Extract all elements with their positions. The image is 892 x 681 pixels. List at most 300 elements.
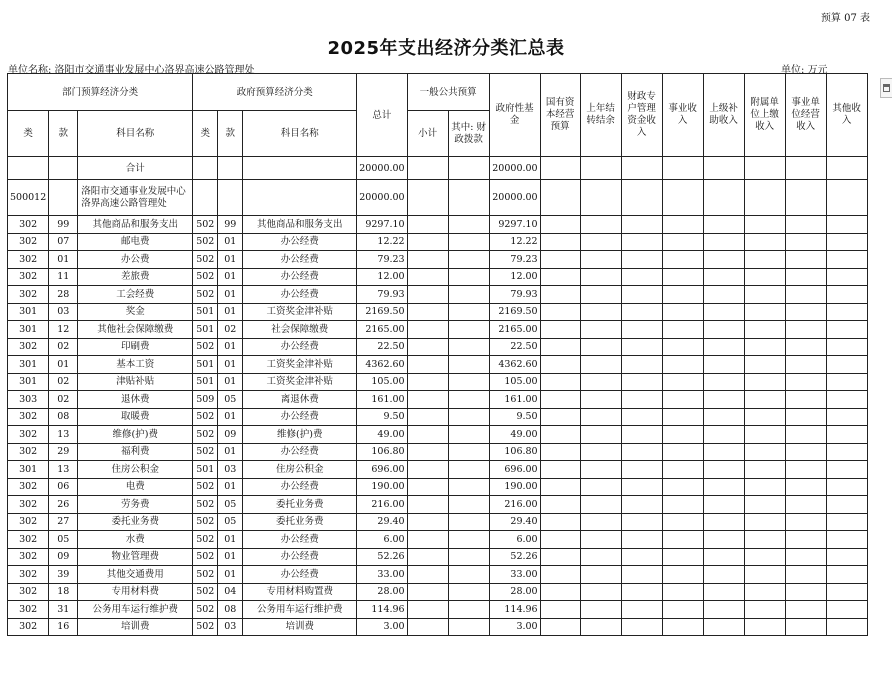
dept-kuan-cell: 39 xyxy=(49,566,78,584)
empty-cell xyxy=(785,618,826,636)
empty-cell xyxy=(703,583,744,601)
empty-cell xyxy=(744,286,785,304)
table-row xyxy=(8,373,868,391)
dept-subject-cell: 专用材料费 xyxy=(78,583,193,601)
empty-cell xyxy=(580,408,621,426)
unit-row xyxy=(8,180,868,216)
gov-lei-cell: 501 xyxy=(193,373,218,391)
dept-subject-cell: 津贴补贴 xyxy=(78,373,193,391)
empty-cell xyxy=(826,251,867,269)
empty-cell xyxy=(621,408,662,426)
empty-cell xyxy=(580,443,621,461)
empty-cell xyxy=(826,583,867,601)
empty-cell xyxy=(621,233,662,251)
gov-subject-cell: 培训费 xyxy=(243,618,357,636)
gov-fund-cell: 9.50 xyxy=(489,408,540,426)
empty-cell xyxy=(785,233,826,251)
dept-subject-cell: 公务用车运行维护费 xyxy=(78,601,193,619)
empty-cell xyxy=(826,443,867,461)
empty-cell xyxy=(785,216,826,234)
table-row xyxy=(8,548,868,566)
empty-cell xyxy=(662,496,703,514)
empty-cell xyxy=(826,426,867,444)
empty-cell xyxy=(826,338,867,356)
empty-cell xyxy=(826,461,867,479)
empty-cell xyxy=(785,303,826,321)
gov-subject-cell: 办公经费 xyxy=(243,443,357,461)
table-row xyxy=(8,496,868,514)
dept-kuan-cell: 12 xyxy=(49,321,78,339)
dept-lei-cell: 301 xyxy=(8,373,49,391)
empty-cell xyxy=(580,338,621,356)
empty-cell xyxy=(703,478,744,496)
dept-subject-header: 科目名称 xyxy=(78,111,193,157)
dept-group-header: 部门预算经济分类 xyxy=(8,74,193,111)
gov-kuan-header: 款 xyxy=(218,111,243,157)
empty-cell xyxy=(744,356,785,374)
gov-subject-cell: 住房公积金 xyxy=(243,461,357,479)
total-cell: 696.00 xyxy=(357,461,407,479)
empty-cell xyxy=(540,583,580,601)
gov-kuan-cell: 09 xyxy=(218,426,243,444)
empty-cell xyxy=(540,408,580,426)
fiscal-cell xyxy=(448,356,489,374)
dept-subject-cell: 住房公积金 xyxy=(78,461,193,479)
gov-lei-cell: 501 xyxy=(193,321,218,339)
fiscal-cell xyxy=(448,461,489,479)
subtotal-cell xyxy=(407,233,448,251)
dept-kuan-cell: 27 xyxy=(49,513,78,531)
table-row xyxy=(8,566,868,584)
dept-kuan-cell: 03 xyxy=(49,303,78,321)
gov-fund-cell: 190.00 xyxy=(489,478,540,496)
empty-cell xyxy=(580,251,621,269)
empty-cell xyxy=(580,426,621,444)
gov-fund-cell: 33.00 xyxy=(489,566,540,584)
empty-cell xyxy=(662,478,703,496)
empty-cell xyxy=(744,548,785,566)
dept-kuan-cell: 11 xyxy=(49,268,78,286)
upper-subsidy-header: 上级补助收入 xyxy=(703,74,744,157)
subtotal-cell xyxy=(407,373,448,391)
empty-cell xyxy=(826,548,867,566)
gov-lei-cell: 501 xyxy=(193,303,218,321)
empty-cell xyxy=(826,373,867,391)
gov-fund-cell: 79.23 xyxy=(489,251,540,269)
gov-subject-cell: 委托业务费 xyxy=(243,513,357,531)
dept-kuan-cell: 01 xyxy=(49,356,78,374)
gov-lei-cell: 502 xyxy=(193,216,218,234)
empty-cell xyxy=(580,601,621,619)
gov-subject-cell: 办公经费 xyxy=(243,338,357,356)
empty-cell xyxy=(662,583,703,601)
gov-subject-cell: 办公经费 xyxy=(243,566,357,584)
gov-fund-cell: 216.00 xyxy=(489,496,540,514)
empty-cell xyxy=(826,478,867,496)
dept-kuan-cell: 28 xyxy=(49,286,78,304)
dept-lei-cell: 302 xyxy=(8,251,49,269)
empty-cell xyxy=(662,251,703,269)
total-cell: 2169.50 xyxy=(357,303,407,321)
fiscal-cell xyxy=(448,268,489,286)
empty-cell xyxy=(540,286,580,304)
total-cell: 114.96 xyxy=(357,601,407,619)
empty-cell xyxy=(8,157,49,180)
empty-cell xyxy=(703,566,744,584)
gov-subject-cell: 办公经费 xyxy=(243,548,357,566)
dept-kuan-cell: 07 xyxy=(49,233,78,251)
gov-lei-cell: 502 xyxy=(193,478,218,496)
gov-kuan-cell: 01 xyxy=(218,443,243,461)
total-label: 合计 xyxy=(78,157,193,180)
empty-cell xyxy=(785,356,826,374)
dept-subject-cell: 邮电费 xyxy=(78,233,193,251)
empty-cell xyxy=(703,321,744,339)
empty-cell xyxy=(703,548,744,566)
dept-lei-cell: 302 xyxy=(8,496,49,514)
subtotal-cell xyxy=(407,548,448,566)
empty-cell xyxy=(621,496,662,514)
empty-cell xyxy=(744,531,785,549)
dept-subject-cell: 水费 xyxy=(78,531,193,549)
empty-cell xyxy=(580,618,621,636)
empty-cell xyxy=(703,426,744,444)
empty-cell xyxy=(785,426,826,444)
subtotal-cell xyxy=(407,251,448,269)
special-account-header: 财政专户管理资金收入 xyxy=(621,74,662,157)
fiscal-cell xyxy=(448,513,489,531)
empty-cell xyxy=(826,180,867,216)
total-cell: 106.80 xyxy=(357,443,407,461)
table-row xyxy=(8,356,868,374)
dept-kuan-cell: 02 xyxy=(49,373,78,391)
dept-lei-cell: 302 xyxy=(8,618,49,636)
empty-cell xyxy=(580,216,621,234)
dept-lei-cell: 301 xyxy=(8,461,49,479)
empty-cell xyxy=(703,618,744,636)
fiscal-cell xyxy=(448,321,489,339)
empty-cell xyxy=(744,321,785,339)
empty-cell xyxy=(621,268,662,286)
empty-cell xyxy=(540,233,580,251)
empty-cell xyxy=(540,391,580,409)
empty-cell xyxy=(826,286,867,304)
gov-kuan-cell: 08 xyxy=(218,601,243,619)
gov-lei-cell: 502 xyxy=(193,251,218,269)
empty-cell xyxy=(744,513,785,531)
empty-cell xyxy=(621,157,662,180)
gov-kuan-cell: 01 xyxy=(218,408,243,426)
gov-lei-cell: 502 xyxy=(193,233,218,251)
empty-cell xyxy=(744,478,785,496)
dept-subject-cell: 差旅费 xyxy=(78,268,193,286)
empty-cell xyxy=(826,356,867,374)
dept-subject-cell: 奖金 xyxy=(78,303,193,321)
gov-kuan-cell: 05 xyxy=(218,513,243,531)
empty-cell xyxy=(540,268,580,286)
empty-cell xyxy=(621,216,662,234)
dept-kuan-cell: 02 xyxy=(49,338,78,356)
total-cell: 12.00 xyxy=(357,268,407,286)
dept-kuan-cell: 29 xyxy=(49,443,78,461)
empty-cell xyxy=(540,356,580,374)
gov-kuan-cell: 05 xyxy=(218,391,243,409)
gov-kuan-cell: 01 xyxy=(218,268,243,286)
table-row xyxy=(8,391,868,409)
empty-cell xyxy=(540,426,580,444)
subtotal-cell xyxy=(407,601,448,619)
empty-cell xyxy=(785,338,826,356)
empty-cell xyxy=(540,478,580,496)
table-row xyxy=(8,513,868,531)
empty-cell xyxy=(621,338,662,356)
gov-subject-header: 科目名称 xyxy=(243,111,357,157)
subtotal-header: 小计 xyxy=(407,111,448,157)
empty-cell xyxy=(703,157,744,180)
gov-lei-cell: 501 xyxy=(193,356,218,374)
dept-subject-cell: 物业管理费 xyxy=(78,548,193,566)
gov-kuan-cell: 01 xyxy=(218,303,243,321)
dept-lei-cell: 303 xyxy=(8,391,49,409)
empty-cell xyxy=(621,461,662,479)
gov-fund-cell: 52.26 xyxy=(489,548,540,566)
empty-cell xyxy=(621,583,662,601)
fiscal-cell xyxy=(448,408,489,426)
header-row-1 xyxy=(8,74,868,111)
sidebar-toggle-icon[interactable] xyxy=(880,78,892,98)
table-row xyxy=(8,601,868,619)
empty-cell xyxy=(785,251,826,269)
empty-cell xyxy=(703,531,744,549)
gov-kuan-cell: 04 xyxy=(218,583,243,601)
empty-cell xyxy=(826,531,867,549)
gov-kuan-cell: 02 xyxy=(218,321,243,339)
empty-cell xyxy=(580,286,621,304)
total-cell: 3.00 xyxy=(357,618,407,636)
dept-subject-cell: 退休费 xyxy=(78,391,193,409)
gov-lei-cell: 502 xyxy=(193,513,218,531)
total-cell: 79.93 xyxy=(357,286,407,304)
gov-lei-cell: 502 xyxy=(193,566,218,584)
general-budget-header: 一般公共预算 xyxy=(407,74,489,111)
empty-cell xyxy=(580,513,621,531)
empty-cell xyxy=(744,618,785,636)
empty-cell xyxy=(785,391,826,409)
unit-total: 20000.00 xyxy=(357,180,407,216)
currency-unit: 单位: 万元 xyxy=(781,65,828,76)
gov-subject-cell: 工资奖金津补贴 xyxy=(243,373,357,391)
empty-cell xyxy=(826,157,867,180)
subtotal-cell xyxy=(407,216,448,234)
gov-lei-cell: 502 xyxy=(193,583,218,601)
gov-lei-cell: 502 xyxy=(193,531,218,549)
empty-cell xyxy=(580,566,621,584)
gov-kuan-cell: 01 xyxy=(218,251,243,269)
subtotal-cell xyxy=(407,356,448,374)
dept-kuan-cell: 13 xyxy=(49,461,78,479)
empty-cell xyxy=(785,408,826,426)
empty-cell xyxy=(540,216,580,234)
empty-cell xyxy=(703,443,744,461)
empty-cell xyxy=(580,478,621,496)
dept-subject-cell: 劳务费 xyxy=(78,496,193,514)
gov-lei-cell: 502 xyxy=(193,408,218,426)
gov-lei-cell: 502 xyxy=(193,426,218,444)
empty-cell xyxy=(703,303,744,321)
empty-cell xyxy=(580,233,621,251)
empty-cell xyxy=(662,356,703,374)
dept-lei-cell: 301 xyxy=(8,321,49,339)
dept-subject-cell: 取暖费 xyxy=(78,408,193,426)
gov-lei-cell: 509 xyxy=(193,391,218,409)
dept-kuan-cell: 09 xyxy=(49,548,78,566)
empty-cell xyxy=(744,251,785,269)
empty-cell xyxy=(580,391,621,409)
table-row xyxy=(8,216,868,234)
gov-fund-cell: 114.96 xyxy=(489,601,540,619)
dept-kuan-cell: 01 xyxy=(49,251,78,269)
empty-cell xyxy=(540,531,580,549)
empty-cell xyxy=(540,321,580,339)
subtotal-cell xyxy=(407,618,448,636)
gov-subject-cell: 办公经费 xyxy=(243,286,357,304)
fiscal-cell xyxy=(448,251,489,269)
empty-cell xyxy=(448,157,489,180)
empty-cell xyxy=(621,443,662,461)
gov-kuan-cell: 05 xyxy=(218,496,243,514)
empty-cell xyxy=(243,157,357,180)
dept-lei-cell: 302 xyxy=(8,478,49,496)
fiscal-cell xyxy=(448,426,489,444)
empty-cell xyxy=(744,338,785,356)
empty-cell xyxy=(540,566,580,584)
grand-total: 20000.00 xyxy=(357,157,407,180)
total-cell: 6.00 xyxy=(357,531,407,549)
total-cell: 105.00 xyxy=(357,373,407,391)
empty-cell xyxy=(540,303,580,321)
fiscal-cell xyxy=(448,303,489,321)
gov-subject-cell: 办公经费 xyxy=(243,251,357,269)
empty-cell xyxy=(621,513,662,531)
dept-kuan-cell: 08 xyxy=(49,408,78,426)
dept-kuan-cell: 16 xyxy=(49,618,78,636)
empty-cell xyxy=(662,426,703,444)
subtotal-cell xyxy=(407,513,448,531)
gov-fund-cell: 79.93 xyxy=(489,286,540,304)
empty-cell xyxy=(703,356,744,374)
empty-cell xyxy=(744,233,785,251)
fiscal-cell xyxy=(448,443,489,461)
fiscal-cell xyxy=(448,618,489,636)
empty-cell xyxy=(580,157,621,180)
empty-cell xyxy=(662,268,703,286)
empty-cell xyxy=(744,391,785,409)
empty-cell xyxy=(703,216,744,234)
empty-cell xyxy=(785,548,826,566)
gov-subject-cell: 离退休费 xyxy=(243,391,357,409)
empty-cell xyxy=(621,286,662,304)
empty-cell xyxy=(785,157,826,180)
empty-cell xyxy=(744,461,785,479)
empty-cell xyxy=(621,601,662,619)
dept-subject-cell: 委托业务费 xyxy=(78,513,193,531)
gov-kuan-cell: 99 xyxy=(218,216,243,234)
total-row xyxy=(8,157,868,180)
empty-cell xyxy=(621,303,662,321)
empty-cell xyxy=(744,583,785,601)
dept-subject-cell: 培训费 xyxy=(78,618,193,636)
empty-cell xyxy=(580,268,621,286)
empty-cell xyxy=(785,180,826,216)
fiscal-cell xyxy=(448,391,489,409)
gov-subject-cell: 公务用车运行维护费 xyxy=(243,601,357,619)
empty-cell xyxy=(218,180,243,216)
subtotal-cell xyxy=(407,583,448,601)
empty-cell xyxy=(662,216,703,234)
empty-cell xyxy=(785,531,826,549)
gov-subject-cell: 办公经费 xyxy=(243,531,357,549)
gov-lei-cell: 502 xyxy=(193,618,218,636)
fiscal-cell xyxy=(448,478,489,496)
empty-cell xyxy=(703,601,744,619)
empty-cell xyxy=(662,566,703,584)
dept-lei-cell: 302 xyxy=(8,268,49,286)
fiscal-cell xyxy=(448,583,489,601)
dept-subject-cell: 办公费 xyxy=(78,251,193,269)
total-cell: 190.00 xyxy=(357,478,407,496)
gov-kuan-cell: 01 xyxy=(218,566,243,584)
subtotal-cell xyxy=(407,443,448,461)
gov-lei-cell: 502 xyxy=(193,496,218,514)
empty-cell xyxy=(744,443,785,461)
gov-lei-header: 类 xyxy=(193,111,218,157)
gov-group-header: 政府预算经济分类 xyxy=(193,74,357,111)
empty-cell xyxy=(580,373,621,391)
gov-kuan-cell: 03 xyxy=(218,618,243,636)
empty-cell xyxy=(785,478,826,496)
last-year-header: 上年结转结余 xyxy=(580,74,621,157)
subtotal-cell xyxy=(407,478,448,496)
subtotal-cell xyxy=(407,461,448,479)
dept-lei-cell: 302 xyxy=(8,443,49,461)
fiscal-cell xyxy=(448,373,489,391)
empty-cell xyxy=(193,157,218,180)
empty-cell xyxy=(540,513,580,531)
empty-cell xyxy=(621,321,662,339)
empty-cell xyxy=(826,391,867,409)
empty-cell xyxy=(662,391,703,409)
empty-cell xyxy=(540,338,580,356)
unit-gov-fund: 20000.00 xyxy=(489,180,540,216)
empty-cell xyxy=(218,157,243,180)
subunit-paid-header: 附属单位上缴收入 xyxy=(744,74,785,157)
empty-cell xyxy=(826,408,867,426)
empty-cell xyxy=(662,461,703,479)
empty-cell xyxy=(621,251,662,269)
empty-cell xyxy=(580,496,621,514)
dept-subject-cell: 其他交通费用 xyxy=(78,566,193,584)
total-cell: 12.22 xyxy=(357,233,407,251)
gov-lei-cell: 502 xyxy=(193,548,218,566)
gov-lei-cell: 502 xyxy=(193,601,218,619)
subtotal-cell xyxy=(407,303,448,321)
subtotal-cell xyxy=(407,338,448,356)
empty-cell xyxy=(703,496,744,514)
empty-cell xyxy=(785,443,826,461)
empty-cell xyxy=(662,513,703,531)
gov-fund-cell: 9297.10 xyxy=(489,216,540,234)
gov-kuan-cell: 03 xyxy=(218,461,243,479)
